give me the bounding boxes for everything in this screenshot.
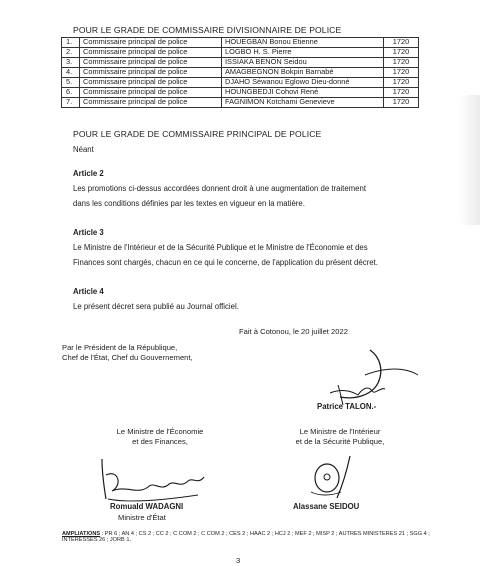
table-row <box>62 98 419 108</box>
ampliations-block <box>62 531 442 544</box>
table-row <box>62 78 419 88</box>
fait-a-date: Fait à Cotonou, le 20 juillet 2022 <box>239 327 348 336</box>
row-number: 1. <box>62 38 80 48</box>
table-row <box>62 58 419 68</box>
row-name: LOGBO H. S. Pierre <box>222 48 384 58</box>
table-row <box>62 38 419 48</box>
article-2-line-2: dans les conditions définies par les textes en vigueur en la matière. <box>73 199 305 208</box>
minister-economy-title: Ministre d'État <box>118 513 166 522</box>
row-name: HOUNGBEDJI Cohovi René <box>222 88 384 98</box>
minister-interior-signature <box>305 452 365 502</box>
row-number: 3. <box>62 58 80 68</box>
row-code: 1720 <box>384 78 419 88</box>
ampliations-text: : PR 6 ; AN 4 ; CS 2 ; CC 2 ; C COM 2 ; C COM 2 ; CES 2 ; HAAC 2 ; HCJ 2 ; MEF 2 ; MISP 2 ; AUTRES MINISTERES 21 ; SGG 4 ; INTERESSES 26 ; JORB 1. <box>62 531 430 544</box>
article-3-title: Article 3 <box>73 228 104 237</box>
row-name: AMAGBEGNON Bokpin Barnabé <box>222 68 384 78</box>
minister-economy-signature <box>98 455 208 505</box>
president-line-2: Chef de l'État, Chef du Gouvernement, <box>62 353 193 362</box>
row-number: 5. <box>62 78 80 88</box>
page-number: 3 <box>236 556 241 565</box>
row-name: HOUEGBAN Bonou Etienne <box>222 38 384 48</box>
minister-interior-name: Alassane SEIDOU <box>293 502 360 511</box>
article-2-title: Article 2 <box>73 169 104 178</box>
ampliations-label: AMPLIATIONS <box>62 531 101 537</box>
row-code: 1720 <box>384 48 419 58</box>
article-3-line-1: Le Ministre de l'Intérieur et de la Sécurité Publique et le Ministre de l'Économie et des <box>73 243 368 252</box>
row-code: 1720 <box>384 98 419 108</box>
row-rank: Commissaire principal de police <box>80 58 222 68</box>
article-4-line-1: Le présent décret sera publié au Journal officiel. <box>73 302 239 311</box>
row-name: DJAHO Séwanou Eglowo Dieu-donné <box>222 78 384 88</box>
row-rank: Commissaire principal de police <box>80 38 222 48</box>
minister-interior-line-1: Le Ministre de l'Intérieur <box>299 427 381 436</box>
row-rank: Commissaire principal de police <box>80 78 222 88</box>
neant-text: Néant <box>73 145 94 154</box>
president-signature <box>310 345 420 410</box>
article-3-line-2: Finances sont chargés, chacun en ce qui le concerne, de l'application du présent décret. <box>73 258 378 267</box>
row-rank: Commissaire principal de police <box>80 98 222 108</box>
row-name: ISSIAKA BENON Seidou <box>222 58 384 68</box>
minister-interior-line-2: et de la Sécurité Publique, <box>295 437 385 446</box>
minister-economy-name: Romuald WADAGNI <box>110 502 184 511</box>
row-number: 2. <box>62 48 80 58</box>
row-name: FAGNIMON Kotchami Genevieve <box>222 98 384 108</box>
row-number: 4. <box>62 68 80 78</box>
minister-economy-line-1: Le Ministre de l'Économie <box>116 427 204 436</box>
row-number: 6. <box>62 88 80 98</box>
page-edge-shadow <box>458 95 480 225</box>
president-name: Patrice TALON.- <box>317 402 377 411</box>
table-row <box>62 48 419 58</box>
row-code: 1720 <box>384 68 419 78</box>
table-row <box>62 88 419 98</box>
heading-commissaire-divisionnaire: POUR LE GRADE DE COMMISSAIRE DIVISIONNAIRE DE POLICE <box>73 25 342 35</box>
president-line-1: Par le Président de la République, <box>62 343 178 352</box>
article-2-line-1: Les promotions ci-dessus accordées donnent droit à une augmentation de traitement <box>73 184 366 193</box>
row-number: 7. <box>62 98 80 108</box>
row-rank: Commissaire principal de police <box>80 88 222 98</box>
row-code: 1720 <box>384 88 419 98</box>
row-code: 1720 <box>384 38 419 48</box>
minister-economy-line-2: et des Finances, <box>132 437 188 446</box>
table-row <box>62 68 419 78</box>
heading-commissaire-principal: POUR LE GRADE DE COMMISSAIRE PRINCIPAL DE POLICE <box>73 129 322 139</box>
row-rank: Commissaire principal de police <box>80 68 222 78</box>
row-code: 1720 <box>384 58 419 68</box>
promotions-table <box>61 37 419 108</box>
row-rank: Commissaire principal de police <box>80 48 222 58</box>
article-4-title: Article 4 <box>73 287 104 296</box>
